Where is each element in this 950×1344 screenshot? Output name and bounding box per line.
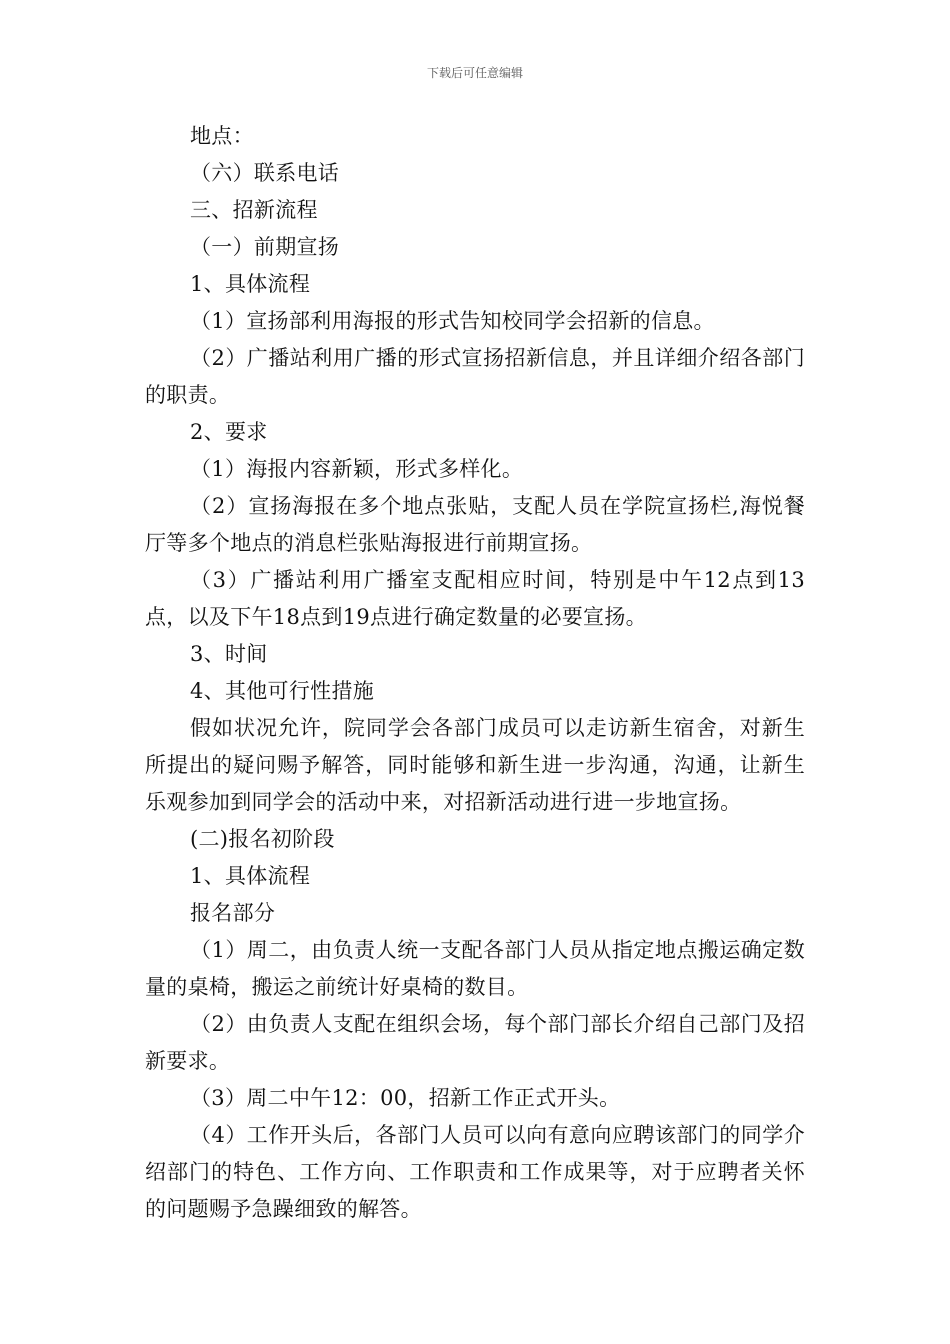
paragraph: （2）由负责人支配在组织会场，每个部门部长介绍自己部门及招新要求。: [145, 1012, 805, 1073]
document-body: [145, 118, 805, 1228]
subsection-heading: (二)报名初阶段: [190, 827, 335, 851]
paragraph: （2）宣扬海报在多个地点张贴，支配人员在学院宣扬栏,海悦餐厅等多个地点的消息栏张贴海报进行前期宣扬。: [145, 494, 805, 555]
paragraph: 3、时间: [190, 642, 268, 666]
paragraph: （2）广播站利用广播的形式宣扬招新信息，并且详细介绍各部门的职责。: [145, 346, 805, 407]
paragraph: （1）海报内容新颖，形式多样化。: [190, 457, 524, 481]
paragraph: 1、具体流程: [190, 272, 311, 296]
paragraph: 报名部分: [190, 901, 276, 925]
paragraph: （六）联系电话: [190, 161, 340, 185]
page-header: 下载后可任意编辑: [426, 66, 523, 80]
paragraph: 1、具体流程: [190, 864, 311, 888]
paragraph: （3）周二中午12：00，招新工作正式开头。: [190, 1086, 621, 1110]
section-heading: 三、招新流程: [190, 198, 318, 222]
paragraph: 地点：: [190, 124, 254, 148]
paragraph: 2、要求: [190, 420, 268, 444]
paragraph: （4）工作开头后，各部门人员可以向有意向应聘该部门的同学介绍部门的特色、工作方向、工作职责和工作成果等，对于应聘者关怀的问题赐予急躁细致的解答。: [145, 1123, 805, 1221]
paragraph: （1）宣扬部利用海报的形式告知校同学会招新的信息。: [190, 309, 715, 333]
paragraph: 4、其他可行性措施: [190, 679, 375, 703]
paragraph: （3）广播站利用广播室支配相应时间，特别是中午12点到13点，以及下午18点到19点进行确定数量的必要宣扬。: [145, 568, 805, 629]
paragraph: 假如状况允许，院同学会各部门成员可以走访新生宿舍，对新生所提出的疑问赐予解答，同时能够和新生进一步沟通，沟通，让新生乐观参加到同学会的活动中来，对招新活动进行进一步地宣扬。: [145, 716, 805, 814]
paragraph: （1）周二，由负责人统一支配各部门人员从指定地点搬运确定数量的桌椅，搬运之前统计好桌椅的数目。: [145, 938, 805, 999]
subsection-heading: （一）前期宣扬: [190, 235, 340, 259]
